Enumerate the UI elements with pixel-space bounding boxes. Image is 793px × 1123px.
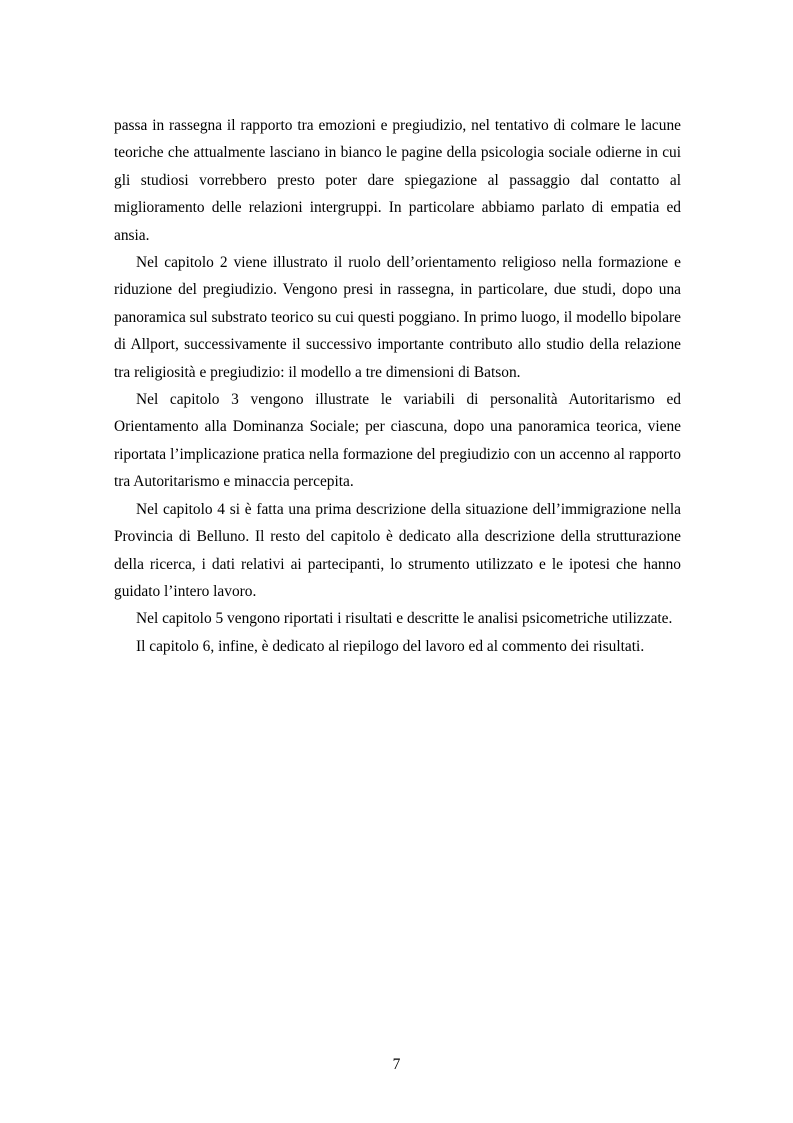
page-number: 7 — [392, 1056, 401, 1073]
paragraph-chapter-6: Il capitolo 6, infine, è dedicato al riepilogo del lavoro ed al commento dei risultati. — [136, 637, 645, 655]
paragraph-chapter-5: Nel capitolo 5 vengono riportati i risultati e descritte le analisi psicometriche utilizzate. — [136, 610, 673, 628]
paragraph-intro-continuation: passa in rassegna il rapporto tra emozioni e pregiudizio, nel tentativo di colmare le lacune teoriche che attualmente lasciano in bianco le pagine della psicologia sociale odierne in cui gli studiosi vorrebbero presto poter dare spiegazione al passaggio dal contatto al miglioramento delle relazioni intergruppi. In particolare abbiamo parlato di empatia ed ansia. — [114, 117, 681, 244]
paragraph-chapter-4: Nel capitolo 4 si è fatta una prima descrizione della situazione dell’immigrazione nella Provincia di Belluno. Il resto del capitolo è dedicato alla descrizione della strutturazione della ricerca, i dati relativi ai partecipanti, lo strumento utilizzato e le ipotesi che hanno guidato l’intero lavoro. — [114, 500, 681, 600]
body-text — [114, 112, 681, 660]
paragraph-chapter-2: Nel capitolo 2 viene illustrato il ruolo dell’orientamento religioso nella formazione e riduzione del pregiudizio. Vengono presi in rassegna, in particolare, due studi, dopo una panoramica sul substrato teorico su cui questi poggiano. In primo luogo, il modello bipolare di Allport, successivamente il successivo importante contributo allo studio della relazione tra religiosità e pregiudizio: il modello a tre dimensioni di Batson. — [114, 254, 681, 381]
paragraph-chapter-3: Nel capitolo 3 vengono illustrate le variabili di personalità Autoritarismo ed Orientamento alla Dominanza Sociale; per ciascuna, dopo una panoramica teorica, viene riportata l’implicazione pratica nella formazione del pregiudizio con un accenno al rapporto tra Autoritarismo e minaccia percepita. — [114, 391, 681, 491]
